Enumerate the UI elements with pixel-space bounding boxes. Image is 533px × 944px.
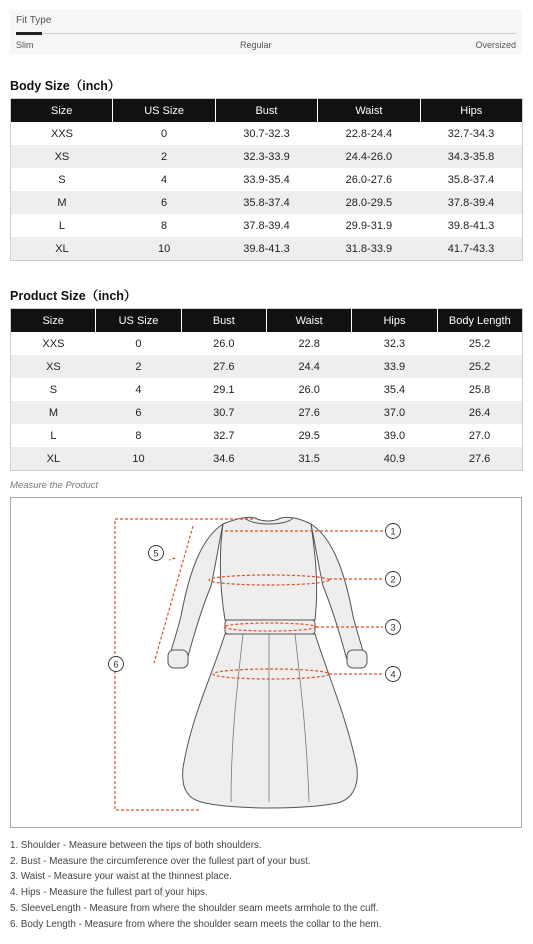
marker-3: 3 [390,622,396,634]
fit-type-track [16,33,516,34]
table-cell: XXS [50,127,73,140]
table-cell: 37.8-39.4 [420,191,522,214]
table-row [11,168,523,191]
column-header: Waist [266,309,351,333]
measure-caption: Measure the Product [10,480,99,491]
table-header-row [11,309,523,333]
table-cell: 2 [113,145,215,168]
table-row [11,237,523,261]
table-cell: 32.7-34.3 [447,127,495,140]
fit-type-panel [10,10,522,54]
table-cell: 33.9-35.4 [243,173,290,186]
product-size-table [10,308,523,471]
table-cell: 26.0 [213,337,235,350]
table-cell: 25.8 [468,383,491,396]
table-cell: 26.0 [298,383,320,396]
column-header: Bust [181,309,266,333]
table-row [11,214,523,237]
table-cell: 39.8-41.3 [215,237,317,261]
note-sleeve-length: 5. SleeveLength - Measure from where the shoulder seam meets armhole to the cuff. [10,902,379,914]
table-cell: M [11,191,113,214]
note-shoulder: 1. Shoulder - Measure between the tips of both shoulders. [10,840,262,851]
table-cell: 4 [135,383,142,396]
table-cell: 27.6 [181,355,266,378]
table-row [11,401,523,424]
table-cell: 6 [96,401,181,424]
body-size-table [10,98,523,261]
table-cell: 34.3-35.8 [420,145,522,168]
table-cell: 35.4 [383,383,406,396]
measurement-notes [10,838,381,932]
table-row [11,424,523,447]
marker-6: 6 [113,659,119,671]
table-cell: 35.8-37.4 [215,191,317,214]
table-cell: 39.8-41.3 [447,219,495,232]
table-row [11,447,523,471]
table-cell: S [58,173,66,186]
table-cell: 25.2 [468,337,491,350]
note-hips: 4. Hips - Measure the fullest part of your hips. [10,887,208,899]
table-cell: 24.4-26.0 [318,145,420,168]
table-header-row [11,99,523,123]
table-cell: XL [11,447,96,471]
table-cell: 35.8-37.4 [447,173,495,186]
table-cell: 22.8-24.4 [345,127,393,140]
right-sleeve [311,524,365,660]
table-cell: L [58,219,65,232]
skirt [183,634,358,808]
right-cuff [347,650,367,668]
fit-type-indicator [16,32,42,35]
marker-2: 2 [390,574,396,586]
table-cell: 31.5 [266,447,351,471]
table-cell: 37.0 [352,401,437,424]
table-cell: 30.7-32.3 [243,127,290,140]
fit-option-slim: Slim [16,40,34,50]
table-cell: 26.4 [437,401,522,424]
column-header: Size [11,309,96,333]
table-cell: 8 [135,429,142,442]
table-cell: 29.1 [213,383,235,396]
table-cell: 0 [161,127,168,140]
table-cell: XS [11,145,113,168]
measurement-diagram [10,497,522,828]
column-header: Size [11,99,113,123]
note-body-length: 6. Body Length - Measure from where the shoulder seam meets the collar to the hem. [10,918,382,930]
table-cell: 28.0-29.5 [318,191,420,214]
column-header: Bust [215,99,317,123]
table-cell: 6 [113,191,215,214]
table-cell: S [49,383,58,396]
table-cell: 10 [96,447,181,471]
column-header: Waist [318,99,420,123]
table-cell: 29.9-31.9 [345,219,393,232]
table-cell: 37.8-39.4 [243,219,290,232]
dress-illustration [11,498,521,827]
table-cell: 22.8 [298,337,320,350]
table-cell: 24.4 [266,355,351,378]
left-cuff [168,650,188,668]
marker-5: 5 [153,548,159,560]
table-cell: XL [11,237,113,261]
marker-4: 4 [390,669,396,681]
table-cell: 33.9 [352,355,437,378]
table-cell: 32.3-33.9 [215,145,317,168]
fit-option-regular: Regular [240,40,272,50]
column-header: US Size [113,99,215,123]
table-cell: 0 [135,337,142,350]
table-cell: 31.8-33.9 [318,237,420,261]
table-cell: 27.6 [266,401,351,424]
bodice [220,517,316,620]
table-row [11,122,523,145]
table-cell: L [50,429,57,442]
body-size-title: Body Size（inch） [10,79,121,93]
table-cell: 34.6 [181,447,266,471]
table-cell: 4 [161,173,168,186]
table-cell: 41.7-43.3 [420,237,522,261]
table-cell: 32.7 [213,429,235,442]
note-bust: 2. Bust - Measure the circumference over the fullest part of your bust. [10,855,311,867]
table-cell: 25.2 [437,355,522,378]
table-cell: XS [11,355,96,378]
column-header: Hips [352,309,437,333]
table-row [11,191,523,214]
table-cell: 30.7 [181,401,266,424]
column-header: US Size [96,309,181,333]
table-cell: 26.0-27.6 [345,173,393,186]
column-header: Hips [420,99,522,123]
table-row [11,332,523,355]
table-row [11,355,523,378]
fit-option-oversized: Oversized [475,40,516,50]
note-waist: 3. Waist - Measure your waist at the thinnest place. [10,871,232,883]
table-cell: 27.6 [437,447,522,471]
fit-type-title: Fit Type [16,15,52,26]
table-cell: 39.0 [383,429,406,442]
table-cell: 8 [161,219,168,232]
marker-1: 1 [390,526,396,538]
table-cell: 40.9 [352,447,437,471]
product-size-title: Product Size（inch） [10,289,137,303]
table-cell: 29.5 [298,429,320,442]
table-cell: 10 [113,237,215,261]
table-cell: XXS [42,337,65,350]
table-cell: 27.0 [468,429,491,442]
table-row [11,378,523,401]
left-sleeve [169,524,223,660]
table-cell: M [11,401,96,424]
table-row [11,145,523,168]
column-header: Body Length [437,309,522,333]
table-cell: 2 [96,355,181,378]
table-cell: 32.3 [383,337,406,350]
waistband [225,620,315,634]
